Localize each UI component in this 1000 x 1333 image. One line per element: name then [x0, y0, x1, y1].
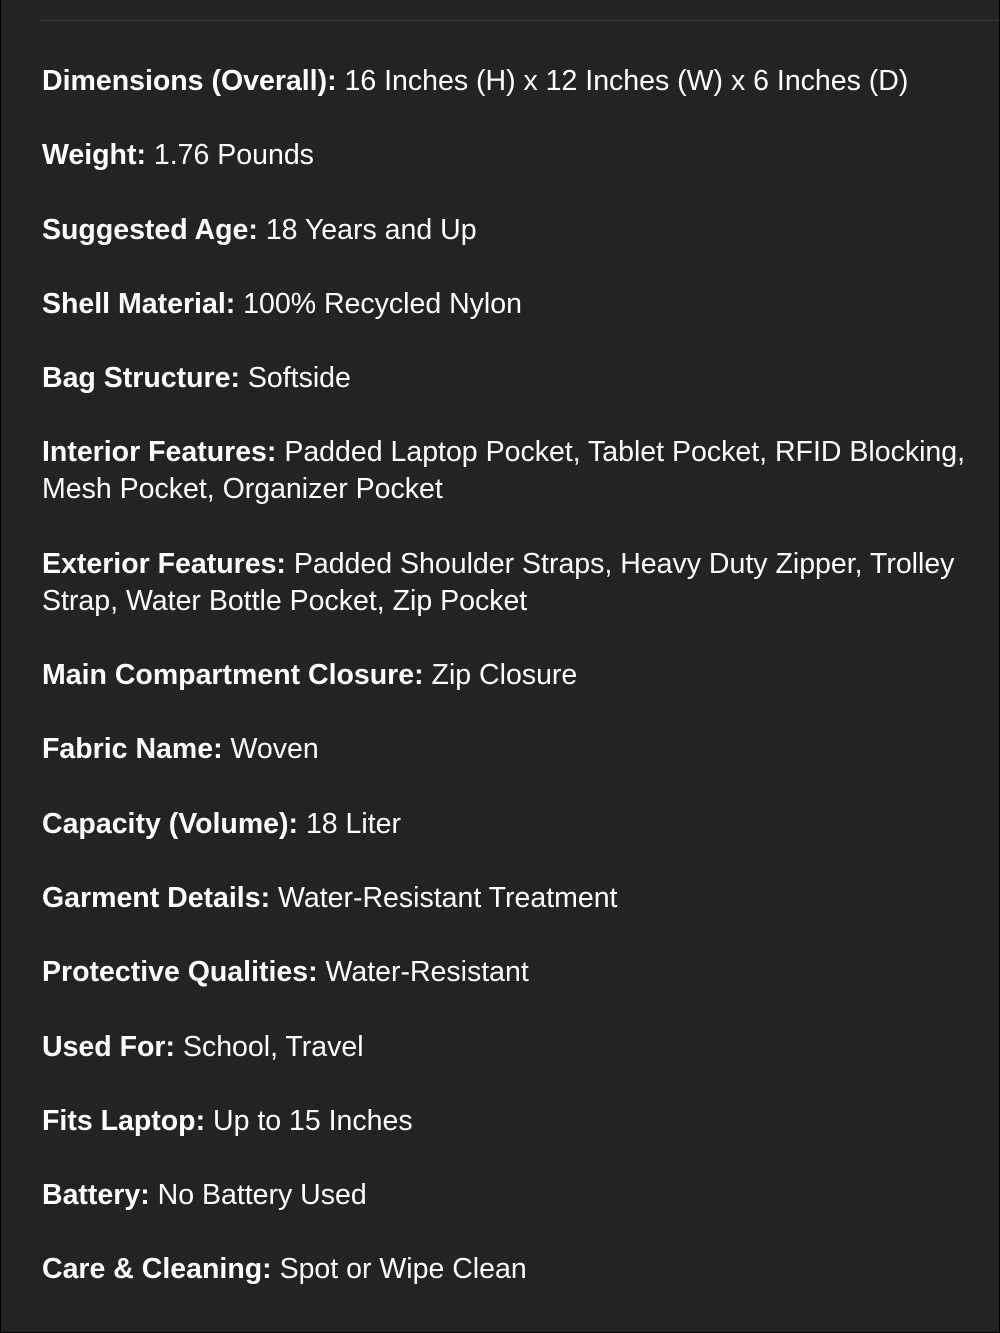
spec-value: 18 Liter	[305, 807, 401, 840]
spec-value: Woven	[230, 733, 319, 766]
spec-value: Water-Resistant Treatment	[278, 881, 618, 914]
spec-label: Bag Structure:	[42, 362, 240, 395]
spec-label: Weight:	[42, 139, 146, 172]
spec-item-bag-structure	[42, 360, 972, 397]
spec-value: Padded Laptop Pocket, Tablet Pocket, RFID Blocking, Mesh Pocket, Organizer Pocket	[42, 436, 966, 506]
spec-label: Battery:	[42, 1179, 150, 1212]
spec-label: Suggested Age:	[42, 213, 258, 246]
spec-item-dimensions	[42, 63, 972, 100]
spec-value: No Battery Used	[157, 1179, 367, 1212]
spec-value: School, Travel	[182, 1030, 364, 1063]
spec-value: Zip Closure	[431, 659, 578, 692]
specifications-panel	[1, 0, 999, 1332]
spec-value: Padded Shoulder Straps, Heavy Duty Zipper, Trolley Strap, Water Bottle Pocket, Zip Pocket	[42, 547, 955, 617]
spec-label: Garment Details:	[42, 881, 271, 914]
spec-item-capacity	[42, 806, 972, 843]
spec-value: 1.76 Pounds	[153, 139, 314, 172]
spec-label: Dimensions (Overall):	[42, 65, 337, 97]
spec-label: Used For:	[42, 1030, 176, 1063]
spec-item-care-cleaning	[42, 1251, 972, 1288]
spec-value: Water-Resistant	[325, 956, 529, 989]
spec-value: Softside	[247, 362, 351, 395]
spec-item-fits-laptop	[42, 1103, 972, 1140]
spec-label: Capacity (Volume):	[42, 807, 299, 840]
spec-label: Interior Features:	[42, 436, 277, 469]
spec-label: Care & Cleaning:	[42, 1253, 272, 1286]
spec-label: Fabric Name:	[42, 733, 223, 766]
spec-item-weight	[42, 137, 972, 174]
spec-item-exterior-features	[42, 546, 972, 620]
spec-value: 18 Years and Up	[265, 213, 477, 246]
spec-label: Shell Material:	[42, 287, 236, 320]
specifications-list	[42, 63, 972, 1288]
spec-item-main-compartment-closure	[42, 657, 972, 694]
spec-label: Fits Laptop:	[42, 1104, 206, 1137]
spec-item-shell-material	[42, 286, 972, 323]
spec-label: Protective Qualities:	[42, 956, 318, 989]
spec-item-fabric-name	[42, 731, 972, 768]
spec-value: Up to 15 Inches	[212, 1104, 413, 1137]
spec-item-garment-details	[42, 880, 972, 917]
spec-value: 100% Recycled Nylon	[243, 287, 522, 320]
spec-label: Exterior Features:	[42, 547, 286, 580]
spec-value: Spot or Wipe Clean	[279, 1253, 527, 1286]
spec-value: 16 Inches (H) x 12 Inches (W) x 6 Inches (D)	[344, 65, 909, 97]
spec-item-interior-features	[42, 434, 972, 508]
spec-item-protective-qualities	[42, 954, 972, 991]
spec-item-used-for	[42, 1029, 972, 1066]
spec-item-suggested-age	[42, 212, 972, 249]
spec-item-battery	[42, 1177, 972, 1214]
spec-label: Main Compartment Closure:	[42, 659, 424, 692]
top-divider	[39, 20, 999, 21]
